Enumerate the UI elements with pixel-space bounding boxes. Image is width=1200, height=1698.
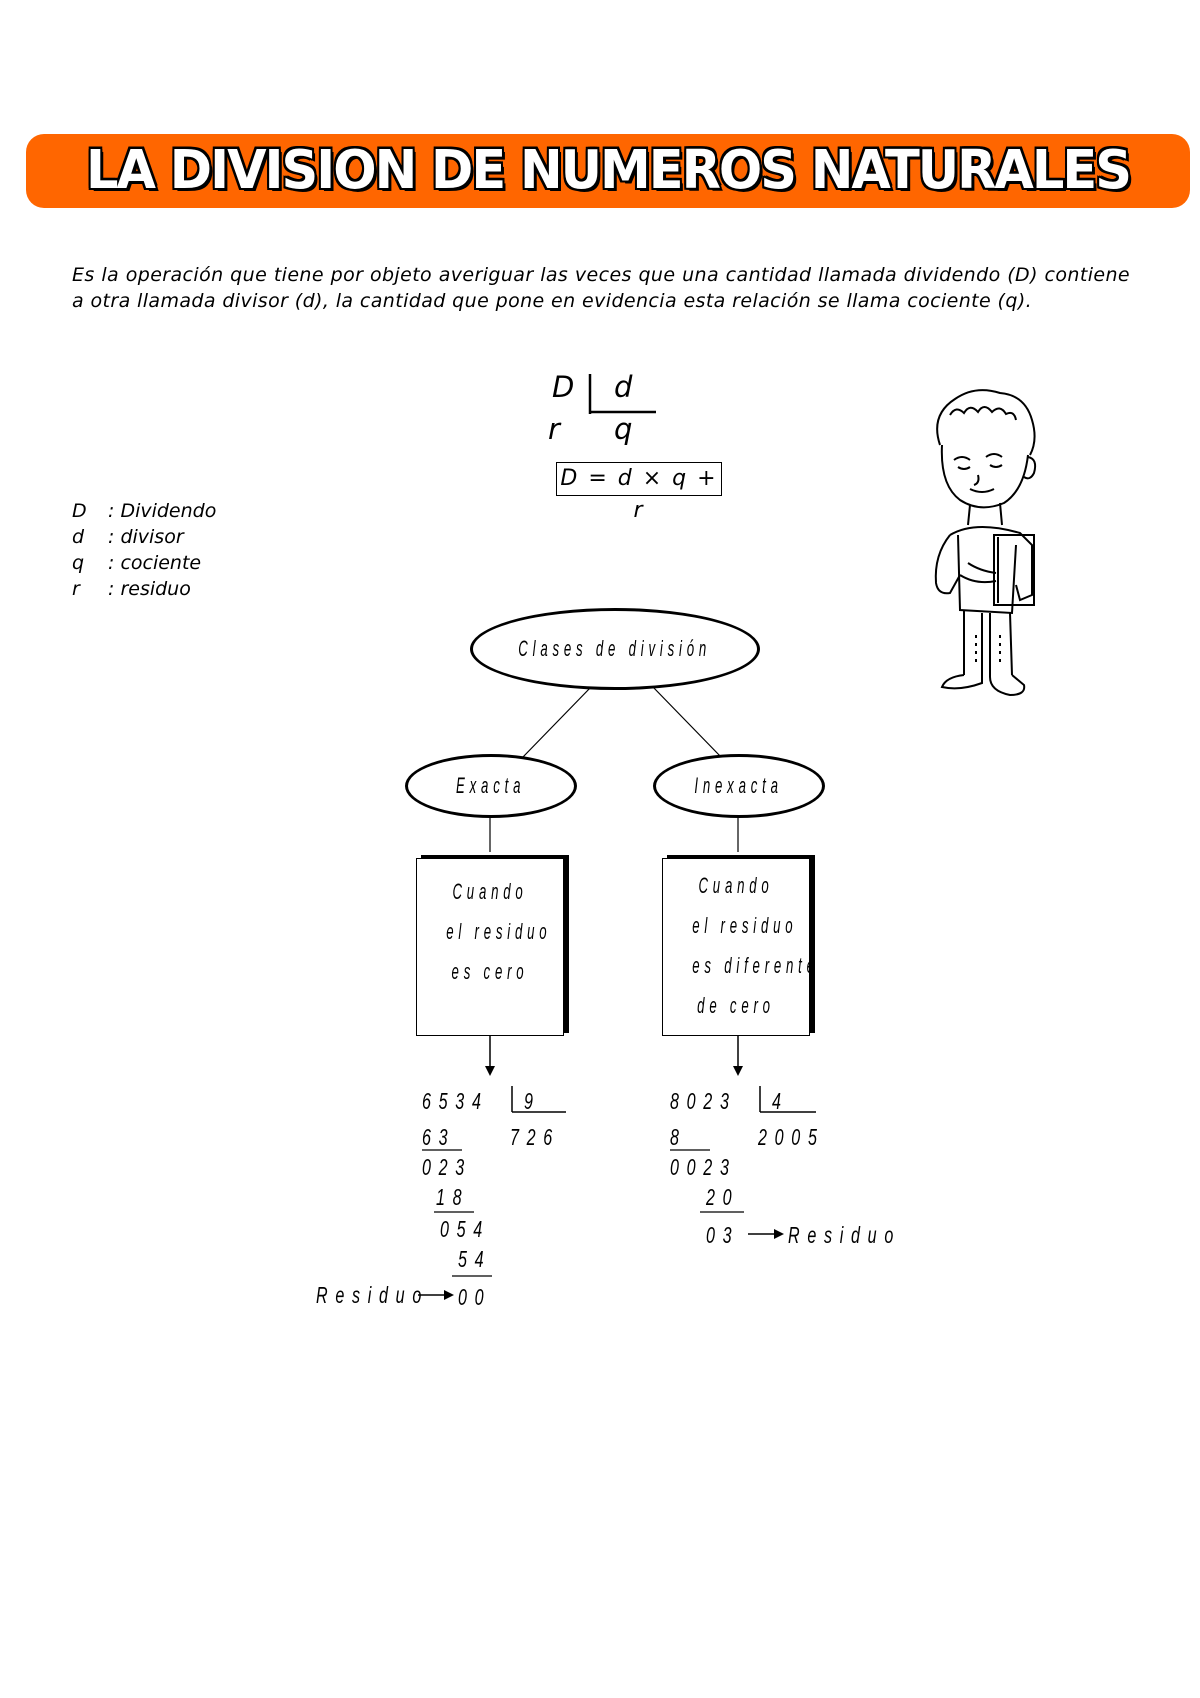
intro-paragraph: Es la operación que tiene por objeto averiguar las veces que una cantidad llamada dividendo (D) contiene a otra llamada divisor (d), la cantidad que pone en evidencia esta relación se llama cociente (q). bbox=[72, 264, 1130, 312]
exact-condition-line: el residuo bbox=[446, 919, 552, 944]
exact-step: 18 bbox=[436, 1184, 470, 1210]
inexact-step: 20 bbox=[706, 1184, 740, 1210]
page-title: LA DIVISION DE NUMEROS NATURALES bbox=[86, 139, 1130, 202]
scheme-q: q bbox=[614, 412, 633, 446]
exact-condition-line: es cero bbox=[451, 959, 529, 984]
inexact-residue-label: Residuo bbox=[788, 1222, 901, 1248]
inexact-dividend: 8023 bbox=[670, 1088, 737, 1114]
legend-symbol: q bbox=[72, 552, 85, 574]
exact-step: 023 bbox=[422, 1154, 472, 1180]
inexact-quotient: 2005 bbox=[758, 1124, 825, 1150]
legend-label: : divisor bbox=[108, 526, 184, 548]
legend-symbol: d bbox=[72, 526, 85, 548]
legend-symbol: D bbox=[72, 500, 87, 522]
inexact-condition-line: Cuando bbox=[698, 873, 774, 898]
exact-step: 63 bbox=[422, 1124, 456, 1150]
diagram-exact-label: Exacta bbox=[456, 773, 526, 798]
inexact-divisor: 4 bbox=[772, 1088, 789, 1114]
diagram-root-label: Clases de división bbox=[518, 636, 712, 661]
exact-residue-label: Residuo bbox=[316, 1282, 429, 1308]
exact-dividend: 6534 bbox=[422, 1088, 489, 1114]
legend-label: : Dividendo bbox=[108, 500, 217, 522]
inexact-step: 03 bbox=[706, 1222, 740, 1248]
exact-condition-line: Cuando bbox=[452, 879, 528, 904]
legend-label: : cociente bbox=[108, 552, 202, 574]
legend-label: : residuo bbox=[108, 578, 191, 600]
exact-step: 54 bbox=[458, 1246, 492, 1272]
scheme-d: d bbox=[614, 370, 633, 404]
division-formula: D = d × q + r bbox=[556, 462, 722, 496]
inexact-condition-line: es diferente bbox=[692, 953, 819, 978]
exact-quotient: 726 bbox=[510, 1124, 560, 1150]
diagram-inexact-label: Inexacta bbox=[694, 773, 784, 798]
scheme-D: D bbox=[552, 370, 575, 404]
legend-symbol: r bbox=[72, 578, 80, 600]
inexact-step: 8 bbox=[670, 1124, 687, 1150]
inexact-condition-line: el residuo bbox=[692, 913, 798, 938]
exact-divisor: 9 bbox=[524, 1088, 541, 1114]
inexact-condition-line: de cero bbox=[697, 993, 775, 1018]
inexact-step: 0023 bbox=[670, 1154, 737, 1180]
exact-step: 054 bbox=[440, 1216, 490, 1242]
exact-step: 00 bbox=[458, 1284, 492, 1310]
scheme-r: r bbox=[548, 412, 560, 446]
